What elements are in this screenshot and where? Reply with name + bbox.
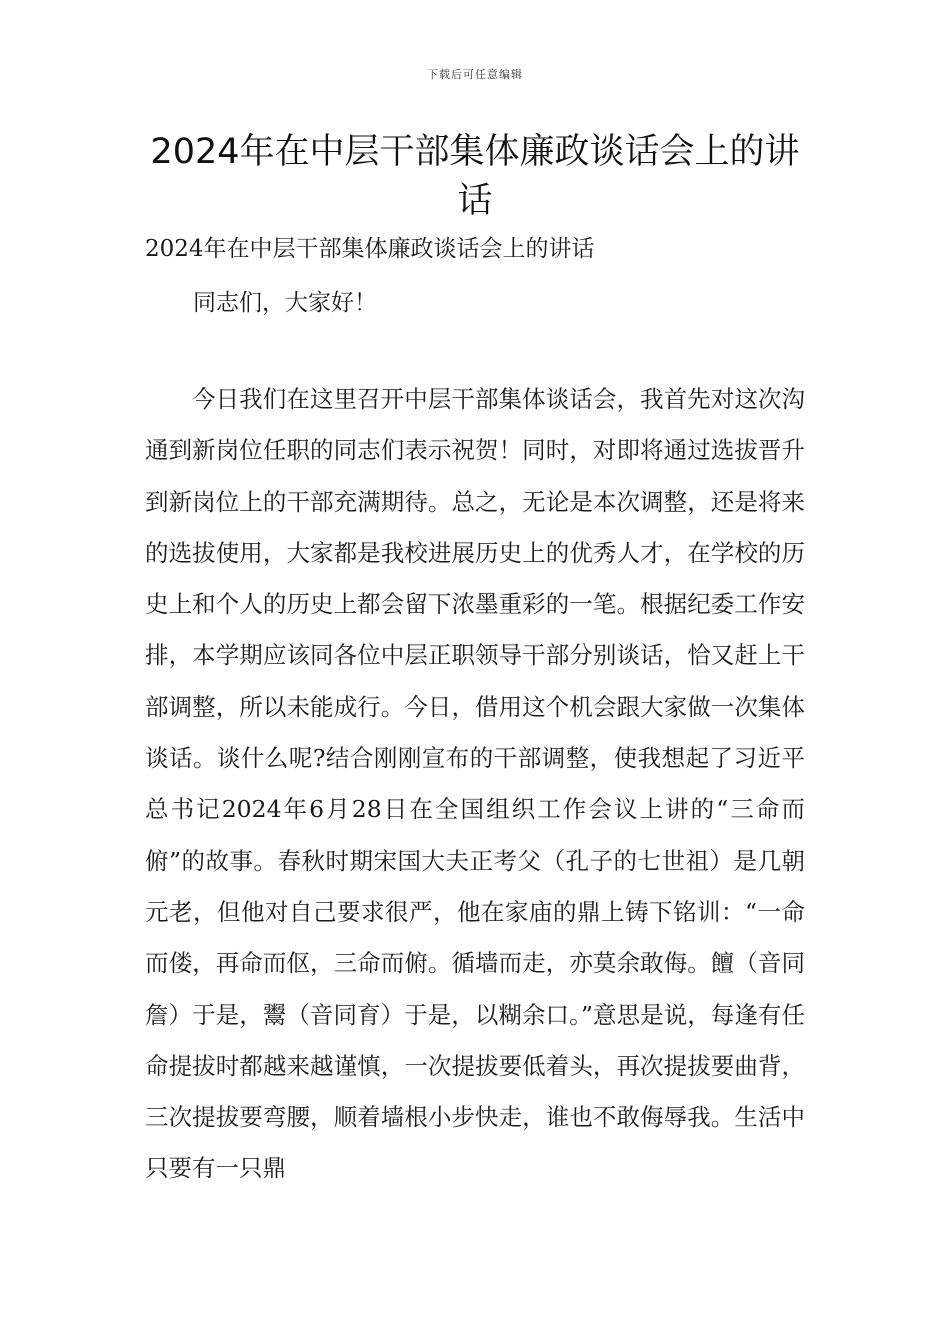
document-title: 2024年在中层干部集体廉政谈话会上的讲话 [150, 132, 800, 221]
body-paragraph: 今日我们在这里召开中层干部集体谈话会，我首先对这次沟通到新岗位任职的同志们表示祝贺！同时，对即将通过选拔晋升到新岗位上的干部充满期待。总之，无论是本次调整，还是将来的选拔使用，大家都是我校进展历史上的优秀人才，在学校的历史上和个人的历史上都会留下浓墨重彩的一笔。根据纪委工作安排，本学期应该同各位中层正职领导干部分别谈话，恰又赶上干部调整，所以未能成行。今日，借用这个机会跟大家做一次集体谈话。谈什么呢?结合刚刚宣布的干部调整，使我想起了习近平总书记2024年6月28日在全国组织工作会议上讲的“三命而俯”的故事。春秋时期宋国大夫正考父（孔子的七世祖）是几朝元老，但他对自己要求很严，他在家庙的鼎上铸下铭训：“一命而偻，再命而伛，三命而俯。循墙而走，亦莫余敢侮。饘（音同詹）于是，鬻（音同育）于是，以糊余口。”意思是说，每逢有任命提拔时都越来越谨慎，一次提拔要低着头，再次提拔要曲背，三次提拔要弯腰，顺着墙根小步快走，谁也不敢侮辱我。生活中只要有一只鼎 [145, 385, 805, 1183]
header-note: 下载后可任意编辑 [427, 68, 523, 81]
document-subtitle: 2024年在中层干部集体廉政谈话会上的讲话 [145, 236, 595, 262]
greeting-paragraph: 同志们，大家好！ [193, 290, 377, 316]
